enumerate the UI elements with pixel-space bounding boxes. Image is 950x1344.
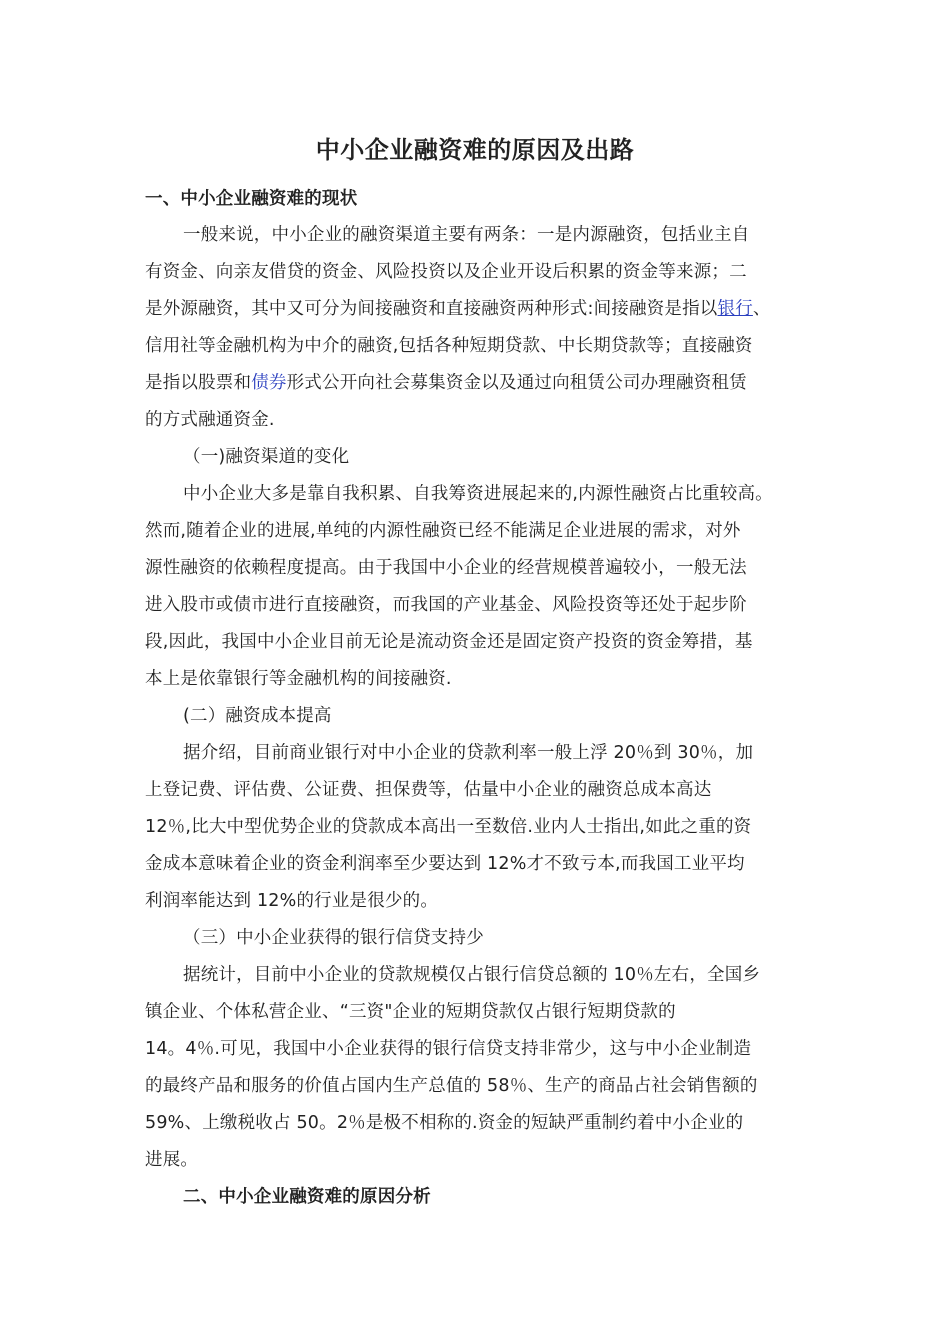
paragraph-line: 的方式融通资金. (145, 410, 275, 430)
paragraph-line: 中小企业大多是靠自我积累、自我筹资进展起来的,内源性融资占比重较高。 (183, 484, 773, 504)
section-heading-2: 二、中小企业融资难的原因分析 (183, 1187, 431, 1207)
paragraph-line: 信用社等金融机构为中介的融资,包括各种短期贷款、中长期贷款等；直接融资 (145, 336, 753, 356)
paragraph-text: 是外源融资，其中又可分为间接融资和直接融资两种形式:间接融资是指以 (145, 299, 718, 319)
paragraph-line: 据介绍，目前商业银行对中小企业的贷款利率一般上浮 20％到 30％，加 (183, 743, 754, 763)
paragraph-line: 12％,比大中型优势企业的贷款成本高出一至数倍.业内人士指出,如此之重的资 (145, 817, 752, 837)
paragraph-line: 源性融资的依赖程度提高。由于我国中小企业的经营规模普遍较小，一般无法 (145, 558, 747, 578)
bank-link[interactable]: 银行 (717, 299, 753, 319)
paragraph-line: 本上是依靠银行等金融机构的间接融资. (145, 669, 452, 689)
paragraph-line: 段,因此，我国中小企业目前无论是流动资金还是固定资产投资的资金筹措，基 (145, 632, 753, 652)
document-title: 中小企业融资难的原因及出路 (315, 136, 635, 164)
paragraph-line (145, 370, 747, 396)
paragraph-line: 59%、上缴税收占 50。2％是极不相称的.资金的短缺严重制约着中小企业的 (145, 1113, 744, 1133)
paragraph-line: 镇企业、个体私营企业、“三资"企业的短期贷款仅占银行短期贷款的 (145, 1002, 676, 1022)
paragraph-line: 然而,随着企业的进展,单纯的内源性融资已经不能满足企业进展的需求，对外 (145, 521, 741, 541)
subheading-3: （三）中小企业获得的银行信贷支持少 (183, 928, 484, 948)
paragraph-line: 据统计，目前中小企业的贷款规模仅占银行信贷总额的 10％左右，全国乡 (183, 965, 761, 985)
paragraph-line: 的最终产品和服务的价值占国内生产总值的 58％、生产的商品占社会销售额的 (145, 1076, 758, 1096)
bond-link[interactable]: 债券 (251, 373, 287, 393)
paragraph-line: 金成本意味着企业的资金利润率至少要达到 12%才不致亏本,而我国工业平均 (145, 854, 745, 874)
paragraph-line: 利润率能达到 12%的行业是很少的。 (145, 891, 439, 911)
paragraph-line: 上登记费、评估费、公证费、担保费等，估量中小企业的融资总成本高达 (145, 780, 712, 800)
paragraph-text: 是指以股票和 (145, 373, 252, 393)
paragraph-line: 14。4％.可见，我国中小企业获得的银行信贷支持非常少，这与中小企业制造 (145, 1039, 752, 1059)
paragraph-line: 有资金、向亲友借贷的资金、风险投资以及企业开设后积累的资金等来源；二 (145, 262, 747, 282)
paragraph-line (145, 296, 771, 322)
paragraph-line: 一般来说，中小企业的融资渠道主要有两条：一是内源融资，包括业主自 (183, 225, 750, 245)
paragraph-line: 进入股市或债市进行直接融资，而我国的产业基金、风险投资等还处于起步阶 (145, 595, 747, 615)
subheading-2: (二）融资成本提高 (183, 706, 332, 726)
paragraph-line: 进展。 (145, 1150, 199, 1170)
paragraph-text: 形式公开向社会募集资金以及通过向租赁公司办理融资租赁 (286, 373, 747, 393)
subheading-1: （一)融资渠道的变化 (183, 447, 350, 467)
section-heading-1: 一、中小企业融资难的现状 (145, 189, 358, 209)
paragraph-text: 、 (752, 299, 771, 319)
